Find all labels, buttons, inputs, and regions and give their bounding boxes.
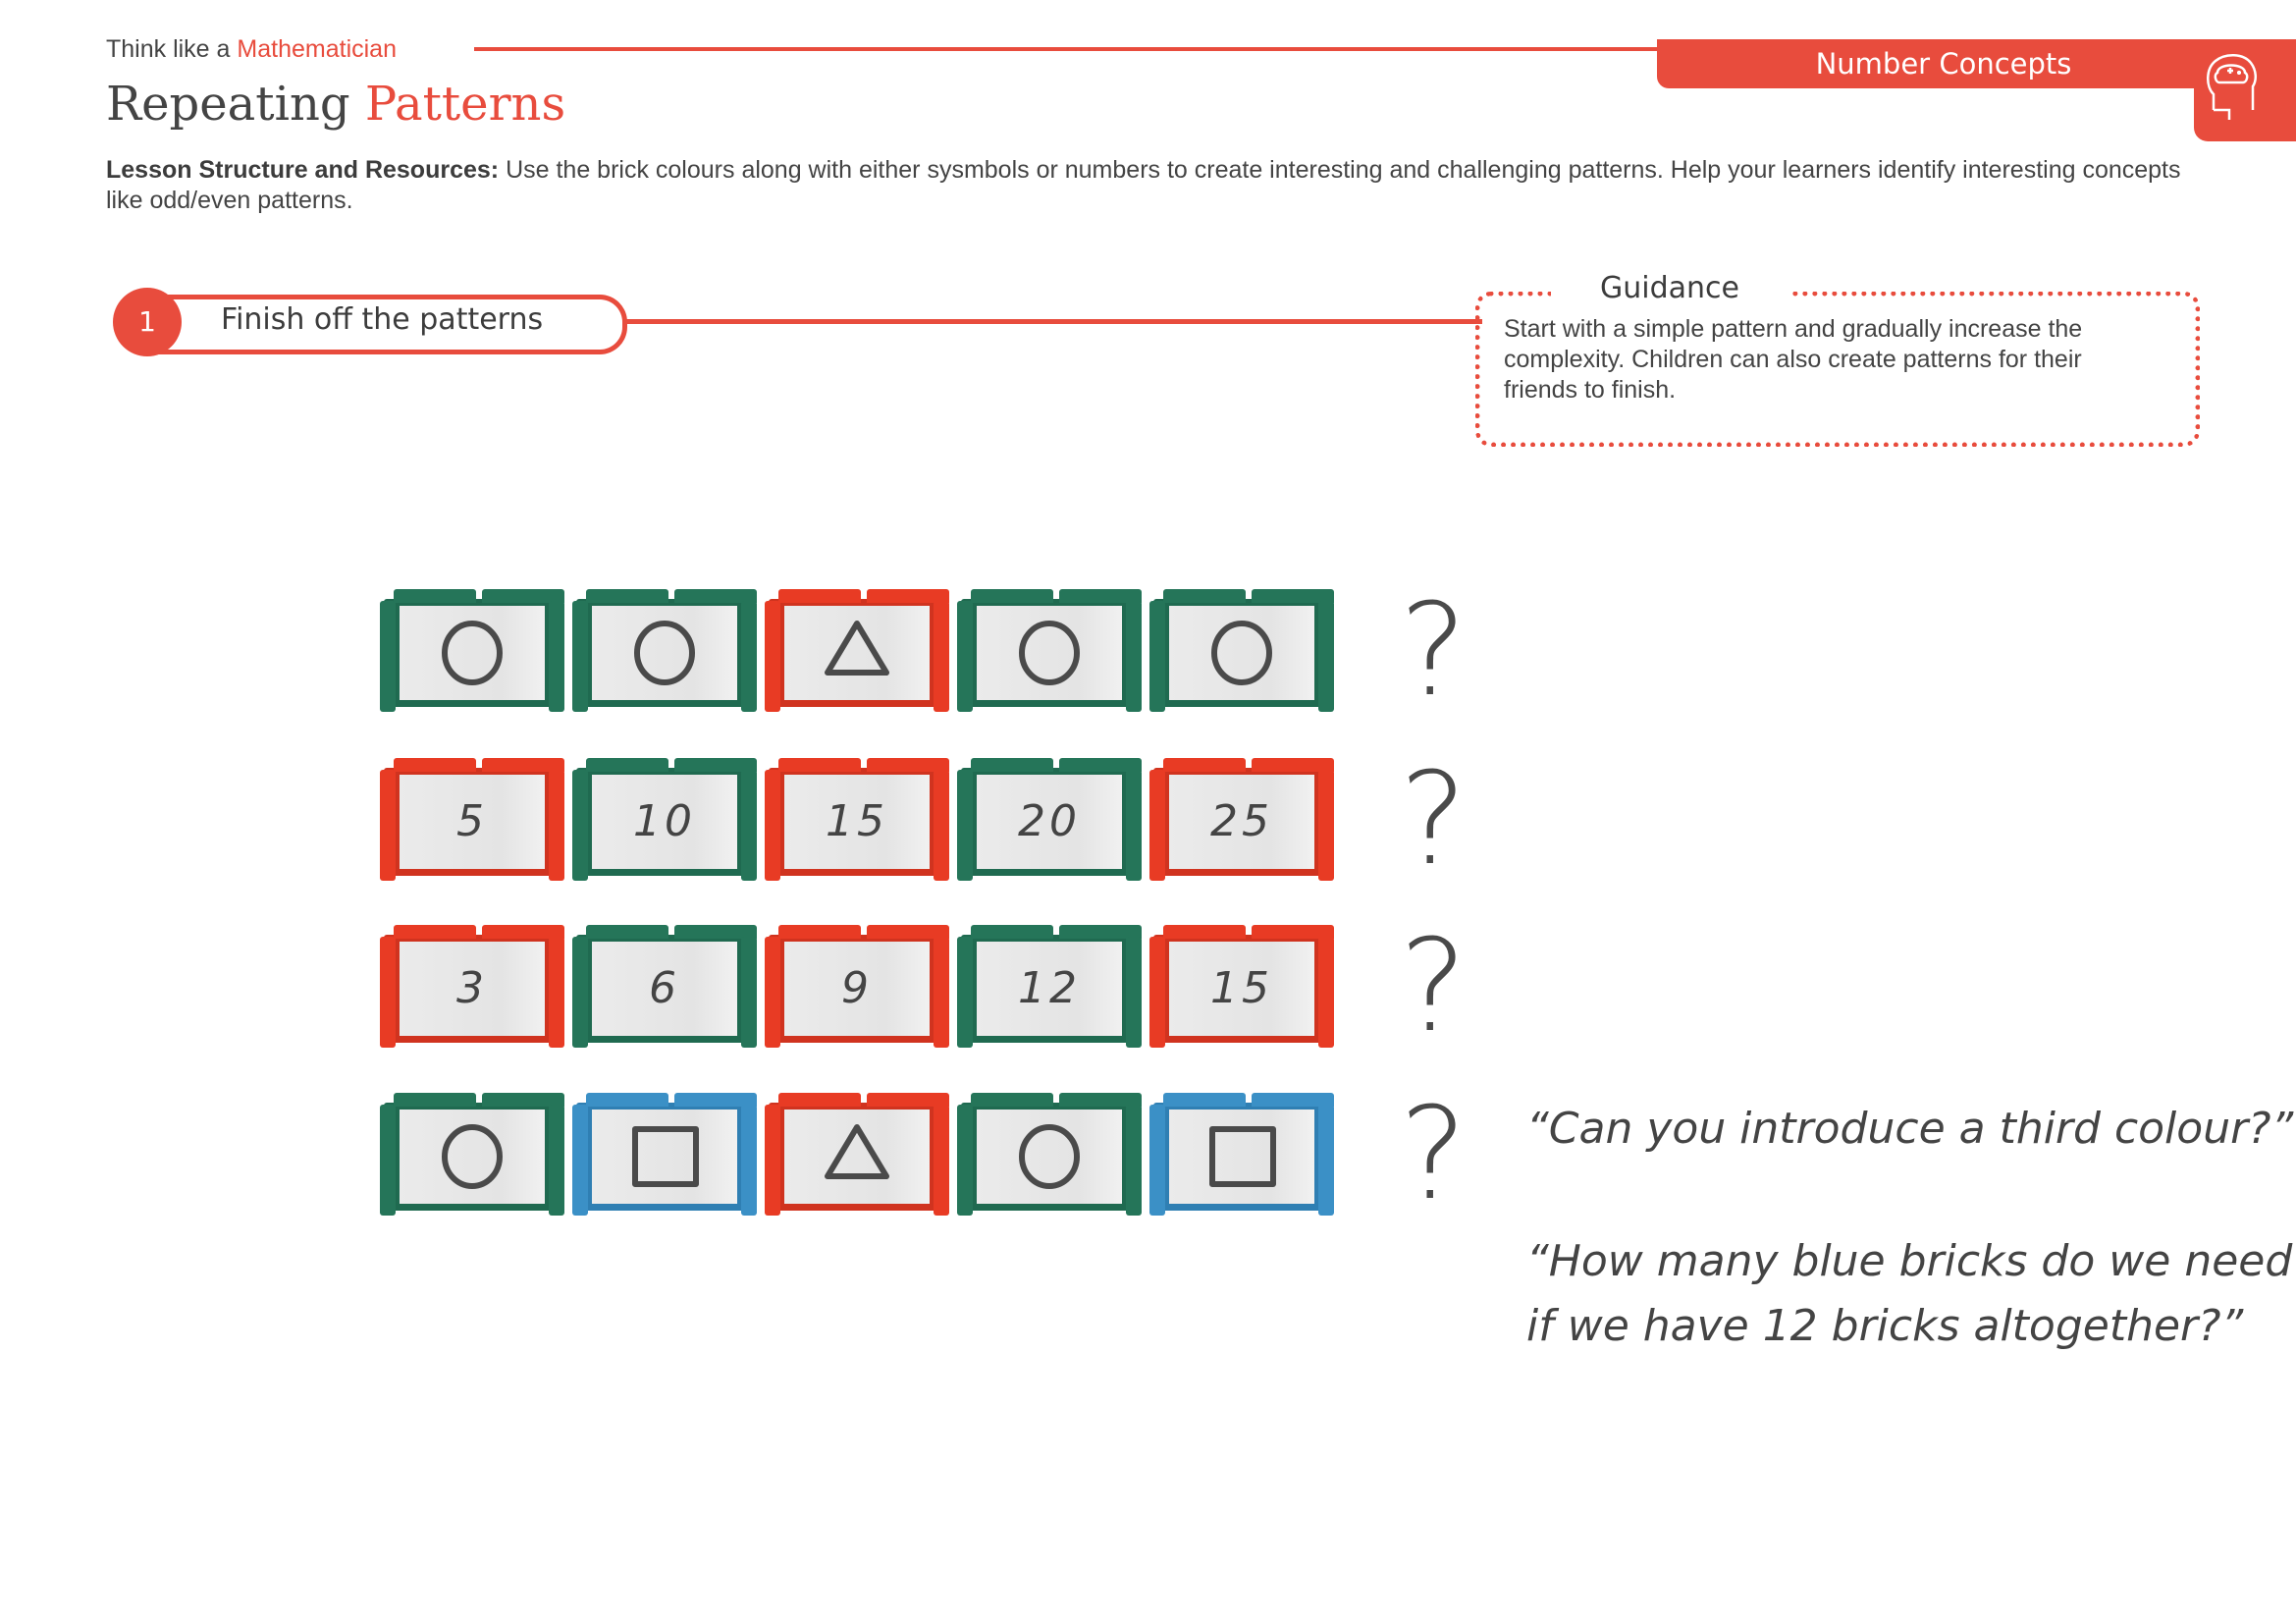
brick-stud (394, 758, 476, 772)
red-brick (376, 925, 568, 1048)
brick-post (1318, 1105, 1334, 1216)
brick-post (549, 770, 564, 881)
red-brick (761, 1093, 953, 1216)
green-brick (953, 1093, 1146, 1216)
brick-post (380, 770, 396, 881)
prompt-third-colour: “Can you introduce a third colour?” (1526, 1104, 2294, 1154)
brick-post (741, 937, 757, 1048)
brick-stud (394, 925, 476, 939)
brick-post (1149, 1105, 1165, 1216)
guidance-title: Guidance (1551, 271, 1789, 305)
question-mark: ? (1399, 1079, 1468, 1228)
brick-post (1149, 937, 1165, 1048)
green-brick (568, 925, 761, 1048)
brick-stud (586, 758, 668, 772)
brick-number: 10 (633, 796, 696, 846)
title-accent: Patterns (364, 77, 566, 132)
brick-post (765, 1105, 780, 1216)
step-number-badge: 1 (113, 288, 182, 356)
triangle-symbol-icon (784, 1110, 930, 1204)
page-title (106, 77, 565, 132)
prompt-blue-bricks-line2: if we have 12 bricks altogether?” (1526, 1301, 2244, 1351)
kicker (106, 35, 397, 64)
brick-stud (586, 925, 668, 939)
brick-post (934, 937, 949, 1048)
brick-post (380, 601, 396, 712)
brick-post (572, 937, 588, 1048)
green-brick (1146, 589, 1338, 712)
brick-stud (394, 589, 476, 603)
circle-symbol-icon (400, 606, 545, 700)
brick-number: 20 (1018, 796, 1081, 846)
brick-post (1126, 1105, 1142, 1216)
brick-post (741, 1105, 757, 1216)
brick-stud (778, 925, 861, 939)
brick-number: 6 (649, 963, 680, 1013)
brick-post (934, 770, 949, 881)
green-brick (376, 589, 568, 712)
brick-post (1318, 601, 1334, 712)
pattern-row (376, 758, 1343, 881)
brick-post (380, 1105, 396, 1216)
red-brick (761, 758, 953, 881)
brick-post (957, 937, 973, 1048)
brick-post (765, 770, 780, 881)
brick-post (1318, 937, 1334, 1048)
brick-number: 15 (826, 796, 888, 846)
brick-post (549, 937, 564, 1048)
brick-post (1149, 601, 1165, 712)
lesson-text: Use the brick colours along with either sysmbols or numbers to create interesting and challenging patterns. Help your learners identify interesting concepts like odd/even patterns. (106, 156, 2181, 214)
red-brick (1146, 925, 1338, 1048)
brick-number: 12 (1018, 963, 1081, 1013)
prompt-blue-bricks-line1: “How many blue bricks do we need (1526, 1236, 2293, 1286)
lesson-description (106, 155, 2197, 216)
brick-stud (586, 1093, 668, 1107)
title-prefix: Repeating (106, 77, 350, 132)
brain-head-icon (2204, 51, 2259, 124)
brick-post (549, 1105, 564, 1216)
blue-brick (568, 1093, 761, 1216)
brick-post (957, 770, 973, 881)
brick-post (1126, 601, 1142, 712)
brick-post (957, 1105, 973, 1216)
brick-post (1318, 770, 1334, 881)
kicker-prefix: Think like a (106, 35, 231, 63)
brick-stud (971, 925, 1053, 939)
pattern-row (376, 589, 1343, 712)
brick-post (934, 601, 949, 712)
red-brick (1146, 758, 1338, 881)
brick-stud (778, 1093, 861, 1107)
circle-symbol-icon (977, 1110, 1122, 1204)
circle-symbol-icon (977, 606, 1122, 700)
brick-stud (778, 758, 861, 772)
brick-post (957, 601, 973, 712)
brick-stud (971, 589, 1053, 603)
brick-post (934, 1105, 949, 1216)
triangle-symbol-icon (784, 606, 930, 700)
brick-number: 15 (1210, 963, 1273, 1013)
guidance-text: Start with a simple pattern and gradually increase the complexity. Children can also create patterns for their friends to finish. (1504, 315, 2083, 404)
green-brick (953, 589, 1146, 712)
brick-post (741, 601, 757, 712)
brick-number: 9 (841, 963, 873, 1013)
green-brick (953, 925, 1146, 1048)
circle-symbol-icon (400, 1110, 545, 1204)
step-connector (618, 319, 1482, 324)
pattern-row (376, 925, 1343, 1048)
brick-number: 25 (1210, 796, 1273, 846)
kicker-accent: Mathematician (237, 35, 397, 63)
brick-post (1149, 770, 1165, 881)
green-brick (568, 589, 761, 712)
brick-number: 3 (456, 963, 488, 1013)
brick-stud (1163, 1093, 1246, 1107)
question-mark: ? (1399, 911, 1468, 1060)
brick-post (1126, 937, 1142, 1048)
brick-stud (1163, 758, 1246, 772)
category-label: Number Concepts (1815, 47, 2072, 81)
brick-post (572, 770, 588, 881)
brick-stud (1163, 925, 1246, 939)
brick-stud (971, 1093, 1053, 1107)
question-mark: ? (1399, 575, 1468, 725)
brick-post (1126, 770, 1142, 881)
red-brick (761, 589, 953, 712)
brick-stud (778, 589, 861, 603)
header-rule (474, 47, 1662, 51)
pattern-row (376, 1093, 1343, 1216)
brick-post (572, 1105, 588, 1216)
lesson-label: Lesson Structure and Resources: (106, 156, 500, 184)
brick-post (741, 770, 757, 881)
red-brick (761, 925, 953, 1048)
square-symbol-icon (592, 1110, 737, 1204)
brick-post (380, 937, 396, 1048)
green-brick (568, 758, 761, 881)
brick-post (549, 601, 564, 712)
question-mark: ? (1399, 744, 1468, 893)
circle-symbol-icon (592, 606, 737, 700)
green-brick (953, 758, 1146, 881)
red-brick (376, 758, 568, 881)
blue-brick (1146, 1093, 1338, 1216)
circle-symbol-icon (1169, 606, 1314, 700)
brick-stud (1163, 589, 1246, 603)
step-label: Finish off the patterns (221, 302, 544, 337)
green-brick (376, 1093, 568, 1216)
square-symbol-icon (1169, 1110, 1314, 1204)
brick-post (765, 601, 780, 712)
brick-post (572, 601, 588, 712)
brick-stud (586, 589, 668, 603)
brick-post (765, 937, 780, 1048)
brick-number: 5 (456, 796, 488, 846)
brick-stud (394, 1093, 476, 1107)
brick-stud (971, 758, 1053, 772)
